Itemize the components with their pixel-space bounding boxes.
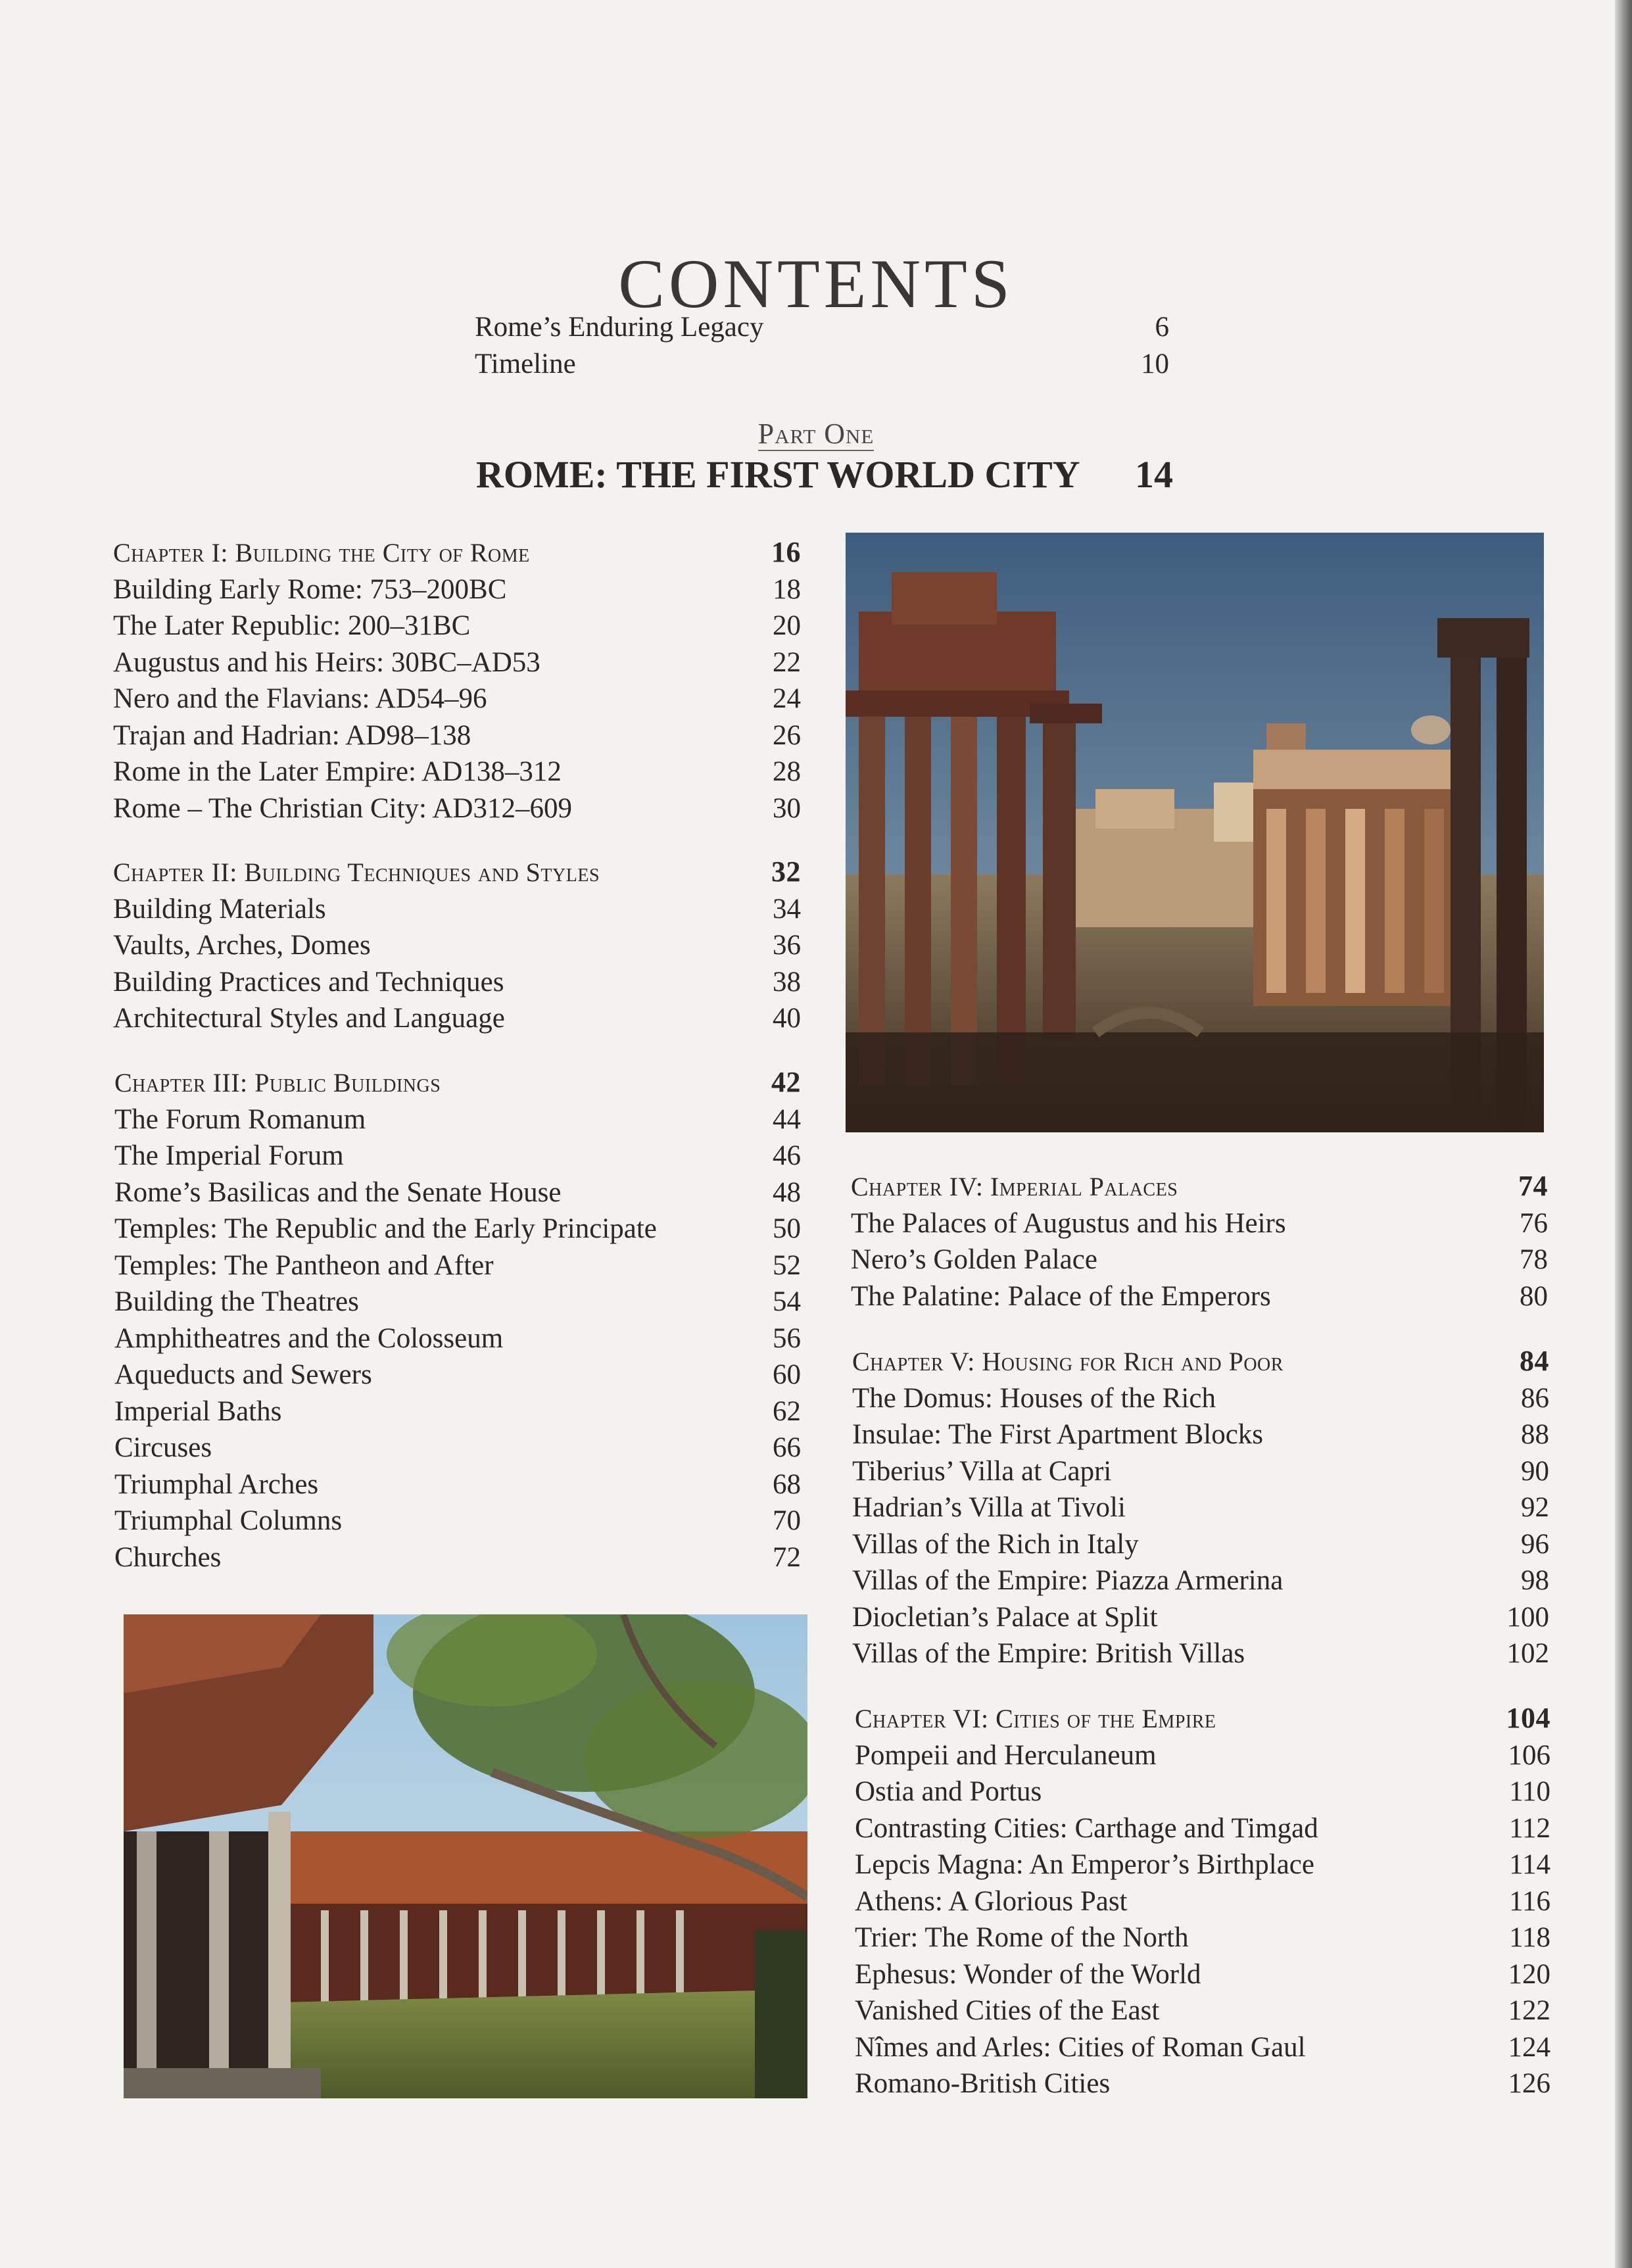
toc-entry[interactable] (855, 1846, 1550, 1883)
entry-page: 62 (773, 1395, 801, 1427)
toc-entry[interactable] (114, 1174, 801, 1211)
entry-page: 88 (1521, 1419, 1549, 1450)
entry-title: Insulae: The First Apartment Blocks (852, 1419, 1264, 1450)
forum-ruins-painting (846, 533, 1544, 1132)
entry-page: 24 (773, 683, 801, 714)
toc-entry[interactable] (113, 644, 801, 681)
chapter-page: 74 (1518, 1170, 1548, 1202)
part-page: 14 (1135, 453, 1173, 496)
toc-entry[interactable] (113, 790, 801, 827)
entry-page: 36 (773, 930, 801, 961)
entry-page: 48 (773, 1176, 801, 1208)
entry-page: 20 (773, 610, 801, 641)
chapter-2 (113, 854, 801, 1037)
entry-page: 10 (1141, 348, 1169, 379)
entry-title: Ephesus: Wonder of the World (855, 1958, 1201, 1990)
entry-page: 90 (1521, 1455, 1549, 1487)
chapter-page: 32 (771, 856, 801, 888)
entry-page: 120 (1508, 1958, 1550, 1990)
entry-page: 78 (1520, 1244, 1548, 1275)
entry-page: 70 (773, 1505, 801, 1536)
toc-entry[interactable] (855, 1810, 1550, 1847)
entry-title: Nero and the Flavians: AD54–96 (113, 683, 487, 714)
toc-entry[interactable] (852, 1562, 1549, 1599)
entry-page: 76 (1520, 1207, 1548, 1239)
chapter-1 (113, 534, 801, 827)
entry-title: The Domus: Houses of the Rich (852, 1382, 1216, 1414)
entry-title: Villas of the Empire: Piazza Armerina (852, 1565, 1284, 1596)
entry-title: Rome in the Later Empire: AD138–312 (113, 756, 562, 787)
toc-entry[interactable] (475, 309, 1169, 346)
toc-entry[interactable] (852, 1599, 1549, 1636)
entry-title: Ostia and Portus (855, 1776, 1042, 1807)
entry-page: 52 (773, 1249, 801, 1281)
entry-page: 18 (773, 573, 801, 605)
toc-entry[interactable] (114, 1430, 801, 1466)
entry-title: Building Materials (113, 893, 326, 925)
entry-title: Architectural Styles and Language (113, 1003, 505, 1034)
chapter-title: Chapter V: Housing for Rich and Poor (852, 1347, 1284, 1376)
villa-courtyard-photo (124, 1614, 807, 2098)
entry-page: 126 (1508, 2068, 1550, 2099)
entry-page: 44 (773, 1103, 801, 1135)
entry-title: Tiberius’ Villa at Capri (852, 1455, 1112, 1487)
entry-title: The Palatine: Palace of the Emperors (851, 1280, 1271, 1312)
entry-page: 60 (773, 1359, 801, 1390)
toc-entry[interactable] (852, 1635, 1549, 1672)
part-title: ROME: THE FIRST WORLD CITY (476, 453, 1080, 496)
toc-entry[interactable] (852, 1416, 1549, 1453)
entry-title: Romano-British Cities (855, 2068, 1111, 2099)
entry-title: Diocletian’s Palace at Split (852, 1601, 1158, 1633)
toc-entry[interactable] (475, 346, 1169, 383)
entry-page: 28 (773, 756, 801, 787)
entry-page: 100 (1506, 1601, 1549, 1633)
entry-title: Vaults, Arches, Domes (113, 930, 371, 961)
toc-entry[interactable] (113, 717, 801, 754)
toc-entry[interactable] (855, 2029, 1550, 2066)
entry-page: 116 (1509, 1885, 1550, 1917)
toc-entry[interactable] (855, 1992, 1550, 2029)
toc-entry[interactable] (114, 1357, 801, 1393)
entry-page: 80 (1520, 1280, 1548, 1312)
toc-entry[interactable] (852, 1453, 1549, 1490)
toc-entry[interactable] (113, 681, 801, 717)
entry-page: 102 (1506, 1638, 1549, 1669)
entry-page: 40 (773, 1003, 801, 1034)
entry-page: 22 (773, 646, 801, 678)
entry-title: Nero’s Golden Palace (851, 1244, 1097, 1275)
front-matter-list (475, 309, 1169, 382)
part-label: Part One (757, 418, 875, 450)
toc-entry[interactable] (113, 571, 801, 608)
toc-entry[interactable] (114, 1101, 801, 1138)
entry-page: 6 (1155, 312, 1169, 343)
toc-entry[interactable] (113, 608, 801, 644)
toc-entry[interactable] (113, 754, 801, 790)
toc-entry[interactable] (855, 2065, 1550, 2102)
entry-title: The Later Republic: 200–31BC (113, 610, 471, 641)
entry-page: 92 (1521, 1492, 1549, 1523)
entry-title: Lepcis Magna: An Emperor’s Birthplace (855, 1849, 1314, 1880)
entry-title: Villas of the Rich in Italy (852, 1528, 1139, 1560)
entry-title: Temples: The Republic and the Early Principate (114, 1213, 657, 1244)
entry-title: Pompeii and Herculaneum (855, 1739, 1157, 1771)
chapter-page: 42 (771, 1066, 801, 1098)
entry-page: 106 (1508, 1739, 1550, 1771)
entry-title: Aqueducts and Sewers (114, 1359, 372, 1390)
chapter-title: Chapter II: Building Techniques and Styles (113, 857, 600, 887)
entry-title: Trier: The Rome of the North (855, 1922, 1189, 1953)
toc-entry[interactable] (114, 1138, 801, 1174)
toc-entry[interactable] (114, 1211, 801, 1247)
chapter-heading[interactable] (851, 1168, 1548, 1205)
entry-page: 30 (773, 792, 801, 824)
entry-title: Building the Theatres (114, 1286, 359, 1317)
toc-entry[interactable] (114, 1503, 801, 1539)
entry-page: 38 (773, 966, 801, 998)
entry-page: 96 (1521, 1528, 1549, 1560)
toc-entry[interactable] (851, 1242, 1548, 1278)
entry-title: Building Practices and Techniques (113, 966, 504, 998)
entry-title: Amphitheatres and the Colosseum (114, 1322, 504, 1354)
entry-page: 46 (773, 1140, 801, 1171)
courtyard-illustration (124, 1614, 807, 2098)
toc-entry[interactable] (851, 1205, 1548, 1242)
entry-title: Timeline (475, 348, 576, 379)
toc-entry[interactable] (855, 1919, 1550, 1956)
entry-page: 110 (1509, 1776, 1550, 1807)
forum-ruins-illustration (846, 533, 1544, 1132)
entry-title: Augustus and his Heirs: 30BC–AD53 (113, 646, 540, 678)
toc-entry[interactable] (852, 1526, 1549, 1563)
toc-entry[interactable] (113, 927, 801, 964)
entry-title: Triumphal Arches (114, 1468, 319, 1500)
entry-title: Churches (114, 1541, 222, 1573)
toc-entry[interactable] (852, 1380, 1549, 1417)
entry-page: 112 (1509, 1812, 1550, 1844)
chapter-title: Chapter I: Building the City of Rome (113, 538, 530, 567)
chapter-page: 16 (771, 536, 801, 568)
toc-entry[interactable] (855, 1773, 1550, 1810)
toc-entry[interactable] (114, 1247, 801, 1284)
entry-title: Athens: A Glorious Past (855, 1885, 1128, 1917)
entry-page: 86 (1521, 1382, 1549, 1414)
entry-title: Vanished Cities of the East (855, 1995, 1160, 2026)
toc-entry[interactable] (855, 1883, 1550, 1920)
entry-title: Nîmes and Arles: Cities of Roman Gaul (855, 2031, 1306, 2063)
toc-entry[interactable] (114, 1393, 801, 1430)
entry-title: Trajan and Hadrian: AD98–138 (113, 719, 471, 751)
entry-page: 50 (773, 1213, 801, 1244)
entry-page: 124 (1508, 2031, 1550, 2063)
entry-title: Building Early Rome: 753–200BC (113, 573, 507, 605)
entry-title: Imperial Baths (114, 1395, 282, 1427)
toc-entry[interactable] (855, 1737, 1550, 1774)
entry-page: 118 (1509, 1922, 1550, 1953)
entry-page: 66 (773, 1432, 801, 1463)
entry-page: 68 (773, 1468, 801, 1500)
toc-entry[interactable] (851, 1278, 1548, 1315)
entry-page: 72 (773, 1541, 801, 1573)
page-edge-shadow (1615, 0, 1632, 2268)
entry-page: 26 (773, 719, 801, 751)
chapter-heading[interactable] (852, 1343, 1549, 1380)
chapter-3 (114, 1064, 801, 1576)
chapter-heading[interactable] (113, 854, 801, 891)
chapter-title: Chapter VI: Cities of the Empire (855, 1704, 1216, 1733)
entry-title: Circuses (114, 1432, 212, 1463)
toc-entry[interactable] (114, 1284, 801, 1320)
chapter-page: 84 (1520, 1345, 1549, 1377)
entry-title: Rome’s Enduring Legacy (475, 312, 764, 343)
entry-title: The Palaces of Augustus and his Heirs (851, 1207, 1286, 1239)
chapter-6 (855, 1700, 1550, 2102)
entry-page: 98 (1521, 1565, 1549, 1596)
toc-entry[interactable] (855, 1956, 1550, 1993)
entry-title: Triumphal Columns (114, 1505, 343, 1536)
toc-entry[interactable] (113, 964, 801, 1001)
entry-page: 114 (1509, 1849, 1550, 1880)
toc-entry[interactable] (114, 1320, 801, 1357)
entry-page: 34 (773, 893, 801, 925)
entry-page: 56 (773, 1322, 801, 1354)
entry-title: Temples: The Pantheon and After (114, 1249, 494, 1281)
chapter-heading[interactable] (114, 1064, 801, 1101)
entry-title: Hadrian’s Villa at Tivoli (852, 1492, 1126, 1523)
chapter-heading[interactable] (855, 1700, 1550, 1737)
entry-title: The Imperial Forum (114, 1140, 344, 1171)
entry-title: Rome’s Basilicas and the Senate House (114, 1176, 562, 1208)
entry-page: 54 (773, 1286, 801, 1317)
page-title: CONTENTS (618, 245, 1014, 323)
chapter-heading[interactable] (113, 534, 801, 571)
chapter-page: 104 (1506, 1702, 1550, 1734)
toc-entry[interactable] (113, 1000, 801, 1037)
chapter-4 (851, 1168, 1548, 1315)
entry-title: Villas of the Empire: British Villas (852, 1638, 1245, 1669)
entry-title: The Forum Romanum (114, 1103, 366, 1135)
chapter-title: Chapter IV: Imperial Palaces (851, 1172, 1178, 1201)
toc-entry[interactable] (852, 1489, 1549, 1526)
toc-entry[interactable] (114, 1539, 801, 1576)
entry-title: Rome – The Christian City: AD312–609 (113, 792, 572, 824)
toc-entry[interactable] (113, 891, 801, 928)
part-heading[interactable] (476, 452, 1173, 496)
toc-entry[interactable] (114, 1466, 801, 1503)
chapter-5 (852, 1343, 1549, 1672)
entry-title: Contrasting Cities: Carthage and Timgad (855, 1812, 1318, 1844)
entry-page: 122 (1508, 1995, 1550, 2026)
chapter-title: Chapter III: Public Buildings (114, 1068, 441, 1098)
